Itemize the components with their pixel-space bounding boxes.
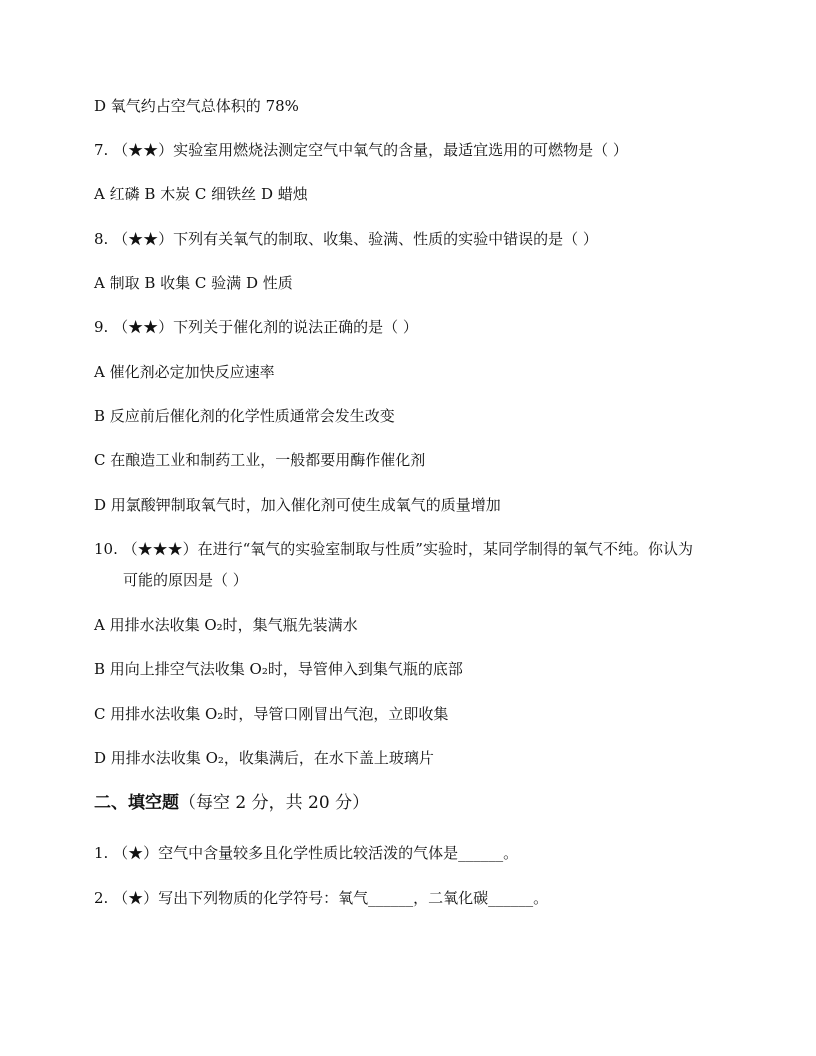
fill-question-1: 1. （★）空气中含量较多且化学性质比较活泼的气体是______。 [94, 844, 519, 862]
section-note: （每空 2 分，共 20 分） [179, 793, 370, 813]
q8-options: A 制取 B 收集 C 验满 D 性质 [94, 274, 293, 292]
q8-stem: 8. （★★）下列有关氧气的制取、收集、验满、性质的实验中错误的是（ ） [94, 230, 598, 248]
q10-stem-line1: 10. （★★★）在进行“氧气的实验室制取与性质”实验时，某同学制得的氧气不纯。你认为 [94, 540, 693, 558]
fill-question-2: 2. （★）写出下列物质的化学符号：氧气______，二氧化碳______。 [94, 889, 549, 907]
q10-option-c: C 用排水法收集 O₂时，导管口刚冒出气泡，立即收集 [94, 705, 449, 723]
q10-option-a: A 用排水法收集 O₂时，集气瓶先装满水 [94, 616, 358, 634]
q10-stem-line2: 可能的原因是（ ） [123, 571, 248, 589]
section-title: 二、填空题 [94, 793, 179, 813]
q9-option-d: D 用氯酸钾制取氧气时，加入催化剂可使生成氧气的质量增加 [94, 496, 501, 514]
q9-option-b: B 反应前后催化剂的化学性质通常会发生改变 [94, 407, 395, 425]
q7-stem: 7. （★★）实验室用燃烧法测定空气中氧气的含量，最适宜选用的可燃物是（ ） [94, 141, 628, 159]
q7-options: A 红磷 B 木炭 C 细铁丝 D 蜡烛 [94, 185, 308, 203]
q9-option-a: A 催化剂必定加快反应速率 [94, 363, 275, 381]
q6-option-d: D 氧气约占空气总体积的 78% [94, 97, 299, 115]
q9-stem: 9. （★★）下列关于催化剂的说法正确的是（ ） [94, 318, 418, 336]
q10-option-d: D 用排水法收集 O₂，收集满后，在水下盖上玻璃片 [94, 749, 434, 767]
q9-option-c: C 在酿造工业和制药工业，一般都要用酶作催化剂 [94, 451, 426, 469]
q10-option-b: B 用向上排空气法收集 O₂时，导管伸入到集气瓶的底部 [94, 660, 463, 678]
section-heading [94, 793, 369, 813]
